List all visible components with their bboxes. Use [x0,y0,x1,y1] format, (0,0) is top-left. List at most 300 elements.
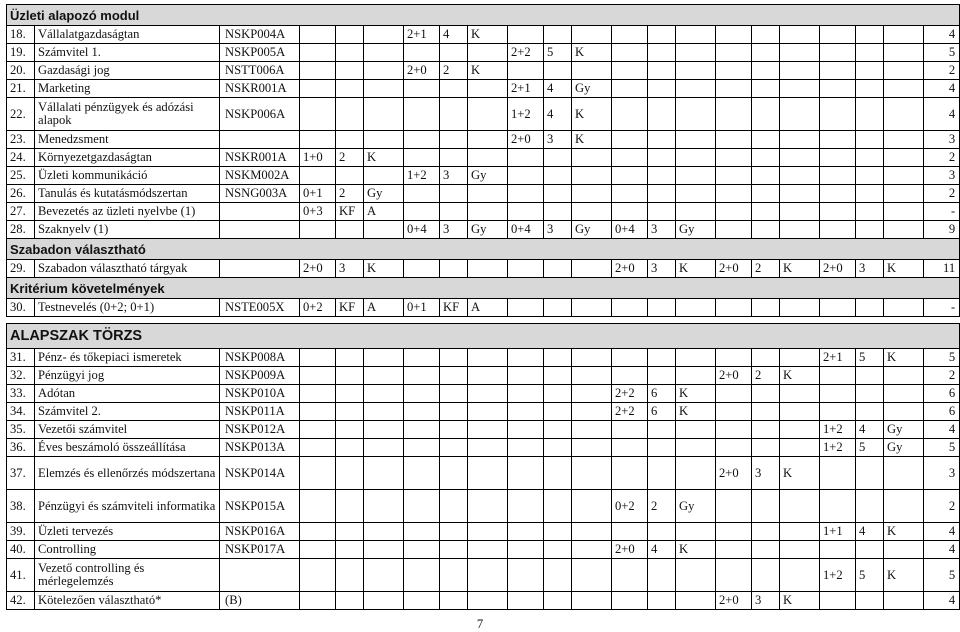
semester-4-exam: K [676,385,716,403]
semester-1-credit [336,403,364,421]
semester-2-hours [404,421,440,439]
course-name: Szabadon választható tárgyak [35,260,220,278]
section-title: Üzleti alapozó modul [7,5,960,26]
semester-3-hours [508,490,544,523]
semester-4-hours [612,62,648,80]
semester-1-credit [336,26,364,44]
semester-5-credit: 3 [752,457,780,490]
semester-1-hours [300,490,336,523]
semester-6-hours: 1+2 [820,439,856,457]
course-name: Gazdasági jog [35,62,220,80]
course-name: Vezető controlling és mérlegelemzés [35,559,220,592]
semester-6-hours [820,80,856,98]
semester-4-credit [648,149,676,167]
semester-4-credit [648,559,676,592]
course-row [7,167,960,185]
semester-6-exam [884,149,924,167]
course-name: Bevezetés az üzleti nyelvbe (1) [35,203,220,221]
semester-4-exam [676,457,716,490]
semester-1-exam [364,44,404,62]
semester-6-hours [820,203,856,221]
semester-2-credit [440,439,468,457]
course-name: Tanulás és kutatásmódszertan [35,185,220,203]
semester-1-exam [364,26,404,44]
total-credit: 4 [924,421,960,439]
course-row [7,367,960,385]
course-code: NSKP004A [220,26,300,44]
semester-6-hours: 2+1 [820,349,856,367]
semester-2-hours [404,367,440,385]
semester-3-hours [508,349,544,367]
semester-6-credit [856,592,884,610]
semester-1-hours [300,592,336,610]
semester-4-exam: K [676,541,716,559]
semester-6-exam [884,385,924,403]
total-credit: 6 [924,403,960,421]
semester-4-exam: K [676,260,716,278]
course-code: NSKP006A [220,98,300,131]
semester-3-exam [572,523,612,541]
semester-6-hours [820,131,856,149]
semester-1-hours [300,221,336,239]
course-code [220,131,300,149]
semester-4-exam [676,185,716,203]
semester-2-hours: 1+2 [404,167,440,185]
semester-1-hours [300,44,336,62]
semester-1-credit [336,490,364,523]
course-row [7,221,960,239]
semester-5-exam [780,62,820,80]
section-header-row [7,5,960,26]
semester-5-exam [780,26,820,44]
semester-6-exam [884,541,924,559]
semester-2-credit [440,149,468,167]
semester-4-exam [676,367,716,385]
semester-5-hours [716,403,752,421]
semester-3-hours [508,299,544,317]
total-credit: 2 [924,62,960,80]
semester-2-credit [440,559,468,592]
total-credit: 11 [924,260,960,278]
course-code: NSKP013A [220,439,300,457]
semester-3-hours [508,523,544,541]
semester-3-hours: 2+2 [508,44,544,62]
semester-4-exam: Gy [676,490,716,523]
semester-6-credit: 5 [856,349,884,367]
course-number: 22. [7,98,35,131]
semester-4-credit [648,203,676,221]
section-header-row [7,239,960,260]
course-name: Vezetői számvitel [35,421,220,439]
semester-5-hours [716,167,752,185]
semester-6-credit [856,149,884,167]
semester-4-credit: 2 [648,490,676,523]
semester-2-hours [404,80,440,98]
semester-5-credit [752,131,780,149]
semester-5-exam [780,299,820,317]
semester-3-credit: 3 [544,131,572,149]
course-number: 24. [7,149,35,167]
semester-6-exam [884,592,924,610]
semester-5-hours [716,385,752,403]
semester-6-exam [884,26,924,44]
semester-5-exam [780,421,820,439]
semester-5-hours: 2+0 [716,457,752,490]
semester-6-exam: K [884,260,924,278]
course-code: NSKP008A [220,349,300,367]
course-number: 39. [7,523,35,541]
semester-4-hours: 2+2 [612,403,648,421]
semester-4-exam: Gy [676,221,716,239]
semester-6-credit [856,457,884,490]
semester-6-credit [856,367,884,385]
total-credit: 4 [924,98,960,131]
semester-2-exam [468,185,508,203]
semester-3-hours [508,62,544,80]
semester-4-hours [612,44,648,62]
semester-3-exam [572,490,612,523]
semester-3-exam [572,559,612,592]
section-header-row [7,278,960,299]
semester-2-credit [440,490,468,523]
semester-1-credit [336,523,364,541]
semester-5-exam [780,559,820,592]
semester-3-hours [508,385,544,403]
semester-1-exam: A [364,299,404,317]
semester-6-exam: Gy [884,439,924,457]
semester-2-exam [468,203,508,221]
semester-2-hours [404,149,440,167]
course-row [7,131,960,149]
semester-1-hours [300,421,336,439]
semester-4-hours [612,185,648,203]
semester-4-hours [612,421,648,439]
semester-2-exam [468,349,508,367]
semester-3-hours: 0+4 [508,221,544,239]
semester-6-credit [856,403,884,421]
total-credit: 2 [924,367,960,385]
semester-4-exam [676,299,716,317]
semester-5-credit [752,44,780,62]
semester-3-exam [572,62,612,80]
semester-1-credit [336,167,364,185]
semester-5-hours [716,131,752,149]
course-name: Üzleti tervezés [35,523,220,541]
semester-4-credit [648,26,676,44]
semester-2-hours [404,185,440,203]
semester-2-exam [468,592,508,610]
semester-4-credit [648,299,676,317]
course-row [7,349,960,367]
semester-1-credit: 2 [336,185,364,203]
semester-6-exam [884,62,924,80]
semester-3-hours [508,149,544,167]
course-code [220,260,300,278]
course-name: Vállalati pénzügyek és adózási alapok [35,98,220,131]
semester-4-credit [648,80,676,98]
semester-6-hours [820,167,856,185]
semester-5-credit [752,385,780,403]
semester-4-hours [612,98,648,131]
semester-1-exam: Gy [364,185,404,203]
semester-6-hours [820,98,856,131]
semester-5-hours [716,559,752,592]
semester-5-credit: 3 [752,592,780,610]
semester-3-exam [572,149,612,167]
course-code: NSKR001A [220,80,300,98]
semester-1-credit: 3 [336,260,364,278]
semester-4-hours [612,439,648,457]
total-credit: 3 [924,167,960,185]
semester-5-exam [780,523,820,541]
semester-1-credit [336,592,364,610]
course-code: NSTE005X [220,299,300,317]
semester-3-credit: 3 [544,221,572,239]
section-gap [7,317,960,324]
semester-1-exam [364,592,404,610]
course-row [7,260,960,278]
semester-6-exam [884,131,924,149]
course-row [7,385,960,403]
semester-5-hours [716,221,752,239]
course-name: Pénz- és tőkepiaci ismeretek [35,349,220,367]
semester-3-exam [572,592,612,610]
total-credit: 3 [924,457,960,490]
total-credit: 9 [924,221,960,239]
semester-3-hours [508,185,544,203]
semester-2-hours [404,260,440,278]
semester-3-credit [544,260,572,278]
semester-4-exam [676,349,716,367]
semester-2-exam: K [468,26,508,44]
semester-2-hours [404,541,440,559]
semester-4-hours [612,559,648,592]
semester-3-hours [508,457,544,490]
semester-2-hours [404,592,440,610]
semester-6-credit [856,299,884,317]
semester-3-exam [572,541,612,559]
course-code: NSKR001A [220,149,300,167]
semester-5-exam [780,403,820,421]
semester-5-hours [716,44,752,62]
semester-1-credit: KF [336,203,364,221]
semester-2-hours [404,203,440,221]
semester-5-exam [780,131,820,149]
semester-3-exam: Gy [572,221,612,239]
semester-1-hours: 1+0 [300,149,336,167]
semester-1-exam [364,490,404,523]
semester-5-credit [752,541,780,559]
semester-6-exam: K [884,349,924,367]
course-row [7,203,960,221]
total-credit: - [924,299,960,317]
semester-3-exam [572,299,612,317]
semester-3-exam: Gy [572,80,612,98]
total-credit: 2 [924,490,960,523]
course-row [7,559,960,592]
semester-1-exam: K [364,149,404,167]
semester-2-hours [404,439,440,457]
semester-3-hours [508,541,544,559]
semester-4-exam [676,523,716,541]
semester-2-exam [468,260,508,278]
semester-1-exam [364,221,404,239]
semester-2-credit: 4 [440,26,468,44]
course-row [7,98,960,131]
semester-4-hours [612,592,648,610]
semester-2-hours: 2+0 [404,62,440,80]
semester-5-credit [752,167,780,185]
semester-2-credit [440,421,468,439]
total-credit: 6 [924,385,960,403]
section-title: Szabadon választható [7,239,960,260]
section-title: ALAPSZAK TÖRZS [7,324,960,349]
semester-3-credit [544,26,572,44]
semester-6-exam: K [884,559,924,592]
semester-2-hours: 0+4 [404,221,440,239]
semester-3-credit [544,299,572,317]
semester-6-hours [820,185,856,203]
semester-3-credit [544,439,572,457]
semester-4-hours [612,299,648,317]
course-name: Üzleti kommunikáció [35,167,220,185]
semester-4-exam [676,26,716,44]
semester-3-credit: 4 [544,98,572,131]
semester-2-exam [468,523,508,541]
semester-4-hours: 2+0 [612,260,648,278]
semester-2-credit [440,203,468,221]
semester-3-exam [572,203,612,221]
semester-5-hours [716,541,752,559]
semester-2-hours [404,349,440,367]
semester-5-exam: K [780,457,820,490]
semester-4-credit [648,131,676,149]
semester-5-exam: K [780,367,820,385]
semester-2-exam [468,439,508,457]
semester-1-exam [364,439,404,457]
semester-2-exam [468,385,508,403]
semester-6-hours [820,457,856,490]
semester-4-hours [612,457,648,490]
semester-2-credit [440,385,468,403]
section-title: Kritérium követelmények [7,278,960,299]
semester-2-credit [440,592,468,610]
course-number: 31. [7,349,35,367]
semester-4-hours [612,349,648,367]
curriculum-table [6,4,960,610]
course-number: 32. [7,367,35,385]
semester-3-exam [572,349,612,367]
semester-4-exam [676,98,716,131]
semester-2-credit [440,523,468,541]
semester-6-credit [856,44,884,62]
total-credit: 4 [924,26,960,44]
course-code: NSKP012A [220,421,300,439]
semester-3-hours [508,403,544,421]
semester-6-credit [856,80,884,98]
total-credit: 2 [924,149,960,167]
semester-1-credit [336,62,364,80]
semester-1-credit [336,98,364,131]
semester-5-credit [752,299,780,317]
semester-6-exam [884,457,924,490]
semester-5-exam [780,203,820,221]
semester-6-hours [820,385,856,403]
semester-6-hours: 1+2 [820,559,856,592]
total-credit: 4 [924,523,960,541]
course-number: 25. [7,167,35,185]
semester-4-credit [648,44,676,62]
semester-2-hours [404,403,440,421]
semester-1-hours: 2+0 [300,260,336,278]
semester-2-exam [468,541,508,559]
semester-4-hours [612,131,648,149]
semester-6-credit [856,385,884,403]
semester-4-credit: 3 [648,221,676,239]
course-code [220,203,300,221]
semester-6-credit: 3 [856,260,884,278]
semester-1-exam [364,80,404,98]
course-row [7,185,960,203]
semester-2-exam [468,80,508,98]
semester-3-credit [544,592,572,610]
semester-3-hours: 1+2 [508,98,544,131]
semester-3-exam: K [572,131,612,149]
semester-2-credit [440,260,468,278]
semester-4-credit [648,167,676,185]
semester-1-hours [300,26,336,44]
semester-1-exam [364,541,404,559]
semester-1-hours [300,98,336,131]
total-credit: 4 [924,592,960,610]
semester-3-exam [572,421,612,439]
semester-6-credit [856,26,884,44]
semester-1-exam: K [364,260,404,278]
semester-2-hours [404,490,440,523]
semester-2-exam [468,44,508,62]
semester-4-credit [648,349,676,367]
semester-5-hours [716,523,752,541]
semester-5-credit [752,523,780,541]
semester-1-credit [336,457,364,490]
course-row [7,490,960,523]
semester-2-exam: Gy [468,167,508,185]
semester-6-credit [856,185,884,203]
course-name: Kötelezően választható* [35,592,220,610]
semester-3-credit [544,62,572,80]
semester-3-exam [572,367,612,385]
course-code: NSKP014A [220,457,300,490]
semester-4-exam [676,149,716,167]
semester-5-credit [752,80,780,98]
semester-6-exam [884,203,924,221]
semester-4-exam [676,421,716,439]
semester-6-exam [884,98,924,131]
semester-1-exam: A [364,203,404,221]
semester-1-exam [364,167,404,185]
semester-1-exam [364,62,404,80]
semester-6-exam [884,299,924,317]
course-number: 36. [7,439,35,457]
semester-3-exam [572,385,612,403]
total-credit: 2 [924,185,960,203]
semester-4-exam [676,167,716,185]
semester-2-exam [468,131,508,149]
semester-5-credit [752,203,780,221]
course-name: Számvitel 1. [35,44,220,62]
course-code [220,221,300,239]
semester-4-exam [676,559,716,592]
